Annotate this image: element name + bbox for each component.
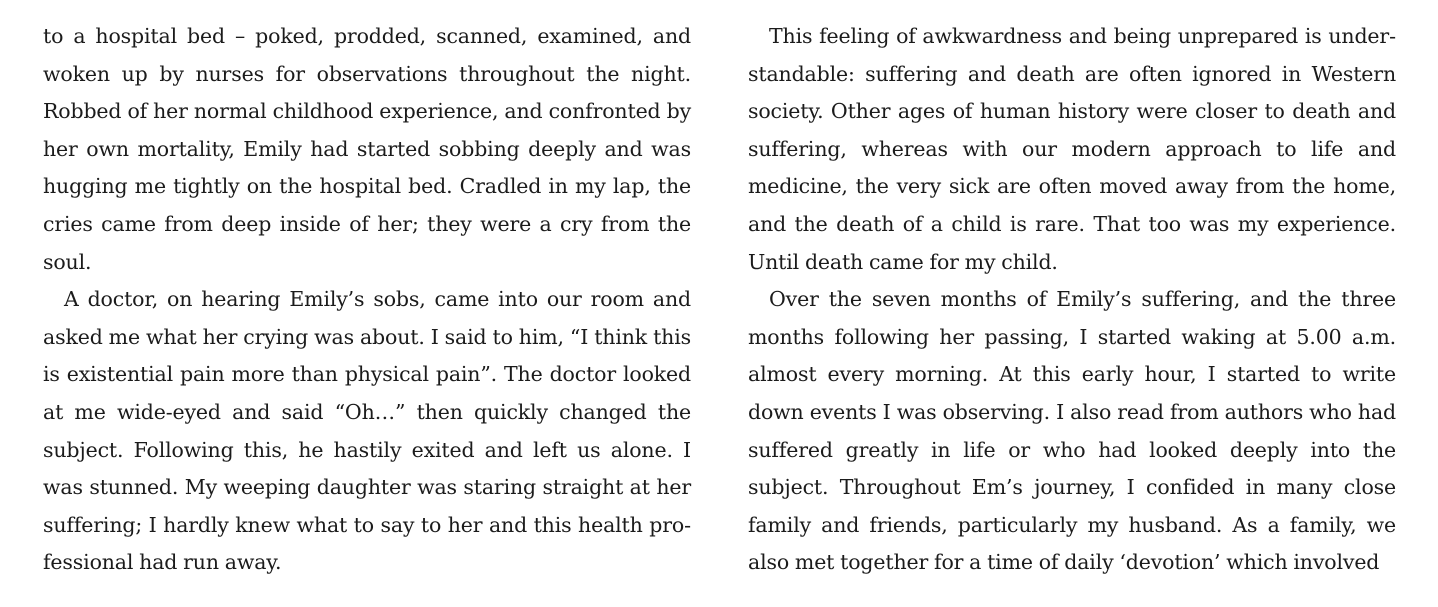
- paragraph-seven-months: Over the seven months of Emily’s suffering, and the three months following her passing, I started waking at 5.00 a.m. almost every morning. At this early hour, I started to write down events I was observing. I also read from authors who had suffered greatly in life or who had looked deeply into the subject. Throughout Em’s journey, I confided in many close family and friends, particularly my husband. As a family, we also met together for a time of daily ‘devotion’ which involved: [748, 287, 1396, 575]
- paragraph-awkwardness: This feeling of awkwardness and being unprepared is understandable: suffering and death are often ignored in Western society. Other ages of human history were closer to death and suffering, whereas with our modern approach to life and medicine, the very sick are often moved away from the home, and the death of a child is rare. That too was my experience. Until death came for my child.: [748, 24, 1396, 274]
- paragraph-doctor: A doctor, on hearing Emily’s sobs, came into our room and asked me what her crying was about. I said to him, “I think this is existential pain more than physical pain”. The doctor looked at me wide-eyed and said “Oh…” then quickly changed the subject. Following this, he hastily exited and left us alone. I was stunned. My weeping daughter was staring straight at her suffering; I hardly knew what to say to her and this health professional had run away.: [43, 287, 691, 575]
- paragraph-continued: to a hospital bed – poked, prodded, scanned, examined, and woken up by nurses for observations throughout the night. Robbed of her normal childhood experience, and confronted by her own mortality, Emily had started sobbing deeply and was hugging me tightly on the hospital bed. Cradled in my lap, the cries came from deep inside of her; they were a cry from the soul.: [43, 24, 691, 274]
- right-text-column: [748, 18, 1396, 582]
- left-text-column: [43, 18, 691, 582]
